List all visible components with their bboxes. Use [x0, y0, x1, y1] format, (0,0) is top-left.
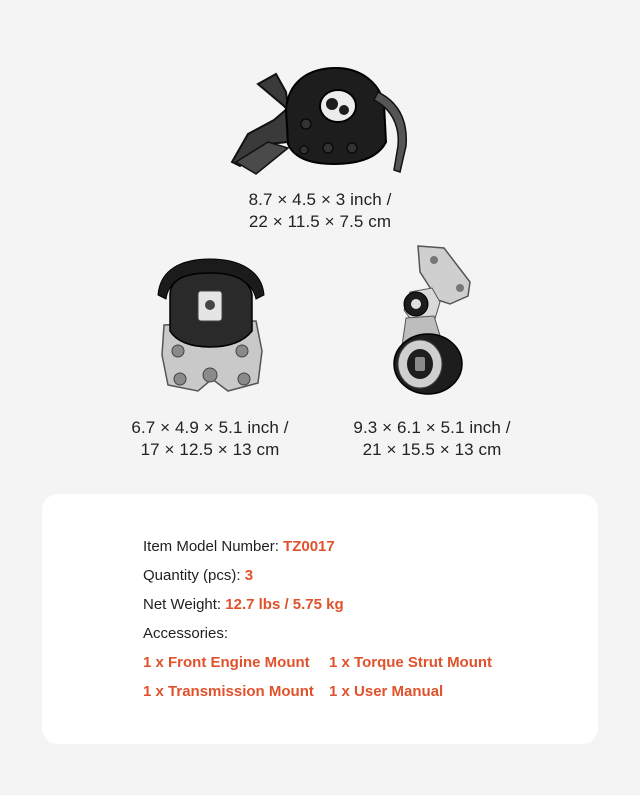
front-mount-dimensions [220, 189, 420, 233]
model-number-row [143, 537, 335, 557]
torque-strut-mount-image [384, 242, 480, 400]
torque-strut-mount-dimensions-inch: 9.3 × 6.1 × 5.1 inch / [353, 418, 511, 437]
accessory-item-user-manual: 1 x User Manual [329, 683, 444, 700]
accessory-item-front-engine-mount: 1 x Front Engine Mount [143, 654, 310, 671]
transmission-mount-dimensions [110, 417, 310, 461]
transmission-mount-image [152, 255, 270, 397]
quantity-row [143, 566, 253, 586]
accessory-item-torque-strut-mount: 1 x Torque Strut Mount [329, 654, 493, 671]
torque-strut-mount-dimensions-cm: 21 × 15.5 × 13 cm [362, 440, 502, 459]
accessory-item-transmission-mount: 1 x Transmission Mount [143, 683, 314, 700]
front-mount-dimensions-cm: 22 × 11.5 × 7.5 cm [248, 212, 392, 231]
front-mount-dimensions-inch: 8.7 × 4.5 × 3 inch / [248, 190, 392, 209]
model-number-value: TZ0017 [283, 538, 335, 555]
net-weight-value: 12.7 lbs / 5.75 kg [225, 596, 344, 613]
net-weight-row [143, 595, 344, 615]
accessories-heading: Accessories: [143, 625, 229, 642]
net-weight-label: Net Weight: [143, 596, 226, 613]
model-number-label: Item Model Number: [143, 538, 284, 555]
quantity-value: 3 [244, 567, 254, 584]
spec-card [42, 494, 598, 744]
torque-strut-mount-dimensions [332, 417, 532, 461]
transmission-mount-dimensions-cm: 17 × 12.5 × 13 cm [140, 440, 280, 459]
transmission-mount-dimensions-inch: 6.7 × 4.9 × 5.1 inch / [131, 418, 289, 437]
quantity-label: Quantity (pcs): [143, 567, 245, 584]
front-engine-mount-image [228, 62, 418, 182]
